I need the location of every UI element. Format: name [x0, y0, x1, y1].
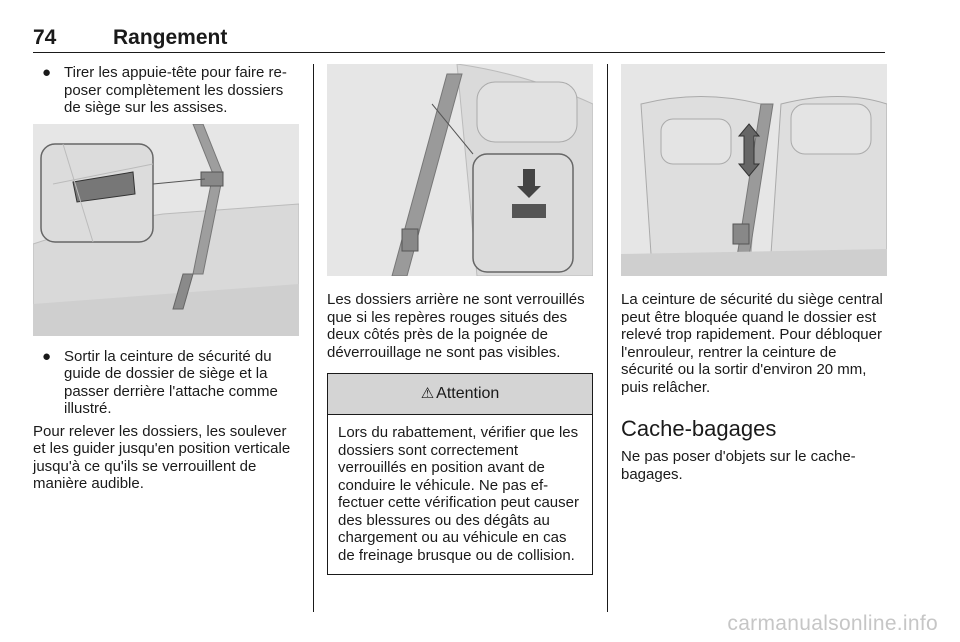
- column-3: [621, 64, 887, 483]
- bullet-dot: ●: [42, 64, 52, 81]
- figure-seatbelt-guide: [33, 124, 299, 336]
- bullet-item: [33, 348, 299, 418]
- section-heading: Cache-bagages: [621, 416, 777, 441]
- chapter-title: Rangement: [113, 26, 228, 49]
- watermark: carmanualsonline.info: [727, 612, 938, 635]
- page-header: [33, 24, 885, 53]
- attention-header: [328, 374, 592, 415]
- column-divider: [607, 64, 608, 612]
- column-1: [33, 64, 299, 493]
- warning-icon: ⚠: [420, 385, 435, 403]
- column-2: [327, 64, 593, 575]
- center-belt-illustration: [621, 64, 887, 276]
- bullet-text: Tirer les appuie-tête pour faire reposer complètement les dossiers de siège sur les assises.: [64, 64, 287, 116]
- bullet-dot: ●: [42, 347, 52, 365]
- figure-center-belt: [621, 64, 887, 276]
- figure-release-handle: [327, 64, 593, 276]
- paragraph: Pour relever les dossiers, les soulever et les guider jusqu'en position verticale jusqu'à ce qu'ils se verrouillent de manière audible.: [33, 422, 291, 492]
- paragraph: Les dossiers arrière ne sont verrouillés que si les repères rouges situés des deux côtés près de la poignée de déverrouillage ne sont pas visibles.: [327, 291, 585, 361]
- seatbelt-guide-illustration: [33, 124, 299, 336]
- paragraph: La ceinture de sécurité du siège central peut être bloquée quand le dossier est relevé trop rapidement. Pour débloquer l'enrouleur, rentrer la ceinture de sécurité ou la sortir d'environ 20 mm, puis relâcher.: [621, 291, 883, 396]
- attention-body: Lors du rabattement, vérifier que les dossiers sont correctement verrouillés en position avant de conduire le véhicule. Ne pas effectuer cette vérification peut causer des blessures ou des dégâts au chargement ou au véhicule en cas de freinage brusque ou de collision.: [338, 424, 579, 564]
- release-handle-illustration: [327, 64, 593, 276]
- attention-box: [327, 373, 593, 575]
- bullet-text: Sortir la ceinture de sécurité du guide de dossier de siège et la passer derrière l'attache comme illustré.: [64, 347, 278, 417]
- paragraph: Ne pas poser d'objets sur le cache-bagages.: [621, 448, 856, 483]
- column-divider: [313, 64, 314, 612]
- page-number: 74: [33, 26, 57, 49]
- bullet-item: [33, 64, 299, 117]
- attention-title: Attention: [436, 385, 500, 403]
